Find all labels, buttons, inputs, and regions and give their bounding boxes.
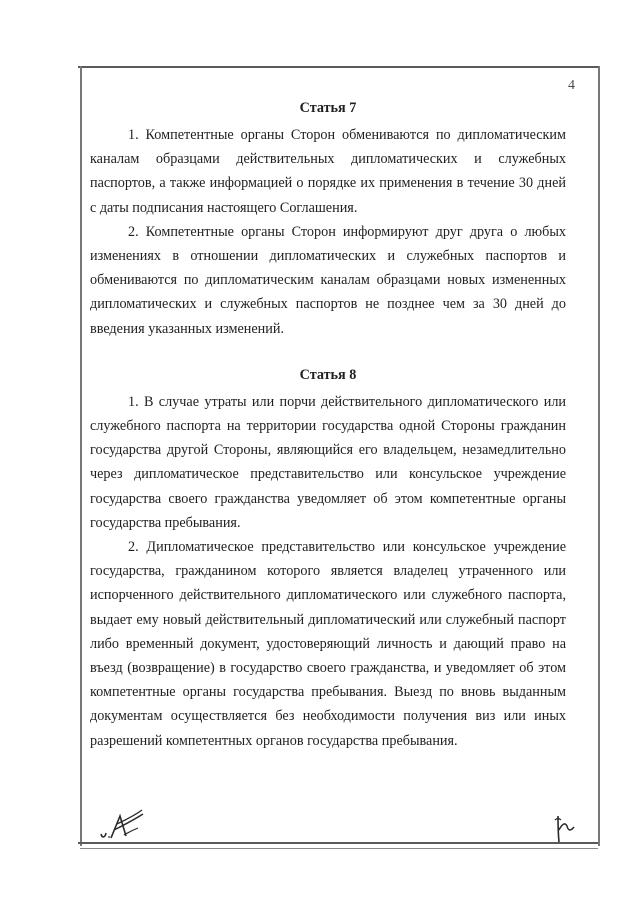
article-title: Статья 7 — [299, 100, 357, 116]
article-paragraph: 1. Компетентные органы Сторон обмениваются по дипломатическим каналам образцами действительных дипломатических и служебных паспортов, а также информацией о порядке их применения в течение 30 дней с даты подписания настоящего Соглашения. — [90, 127, 566, 216]
article-paragraph: 2. Дипломатическое представительство или консульское учреждение государства, гражданином которого является владелец утраченного или испорченного действительного дипломатического или служебного паспорта, выдает ему новый действительный дипломатический или служебный паспорт либо временный документ, удостоверяющий личность и дающий право на въезд (возвращение) в государство своего гражданства, и уведомляет об этом компетентные органы государства пребывания. Выезд по вновь выданным документам осуществляется без необходимости получения виз или иных разрешений компетентных органов государства пребывания. — [90, 539, 566, 749]
page-border-bottom — [78, 842, 598, 844]
page-border-top — [78, 66, 598, 68]
page-number: 4 — [568, 78, 575, 93]
signature-right-icon — [552, 812, 580, 844]
document-body — [90, 96, 566, 753]
article-7 — [90, 96, 566, 341]
article-paragraph: 1. В случае утраты или порчи действительного дипломатического или служебного паспорта на территории государства одной Стороны гражданин государства другой Стороны, являющийся его владельцем, незамедлительно через дипломатическое представительство или консульское учреждение государства своего гражданства уведомляет об этом компетентные органы государства пребывания. — [90, 393, 566, 531]
article-paragraph: 2. Компетентные органы Сторон информируют друг друга о любых изменениях в отношении дипломатических и служебных паспортов и обмениваются по дипломатическим каналам образцами новых измененных дипломатических и служебных паспортов не позднее чем за 30 дней до введения указанных изменений. — [90, 223, 566, 337]
article-title: Статья 8 — [299, 366, 357, 383]
article-8 — [90, 363, 566, 753]
section-spacer — [90, 341, 566, 363]
signature-left-icon — [98, 808, 146, 842]
page-border-bottom-inner — [80, 848, 598, 849]
page-border-left — [80, 66, 82, 846]
page-border-right — [598, 66, 600, 846]
